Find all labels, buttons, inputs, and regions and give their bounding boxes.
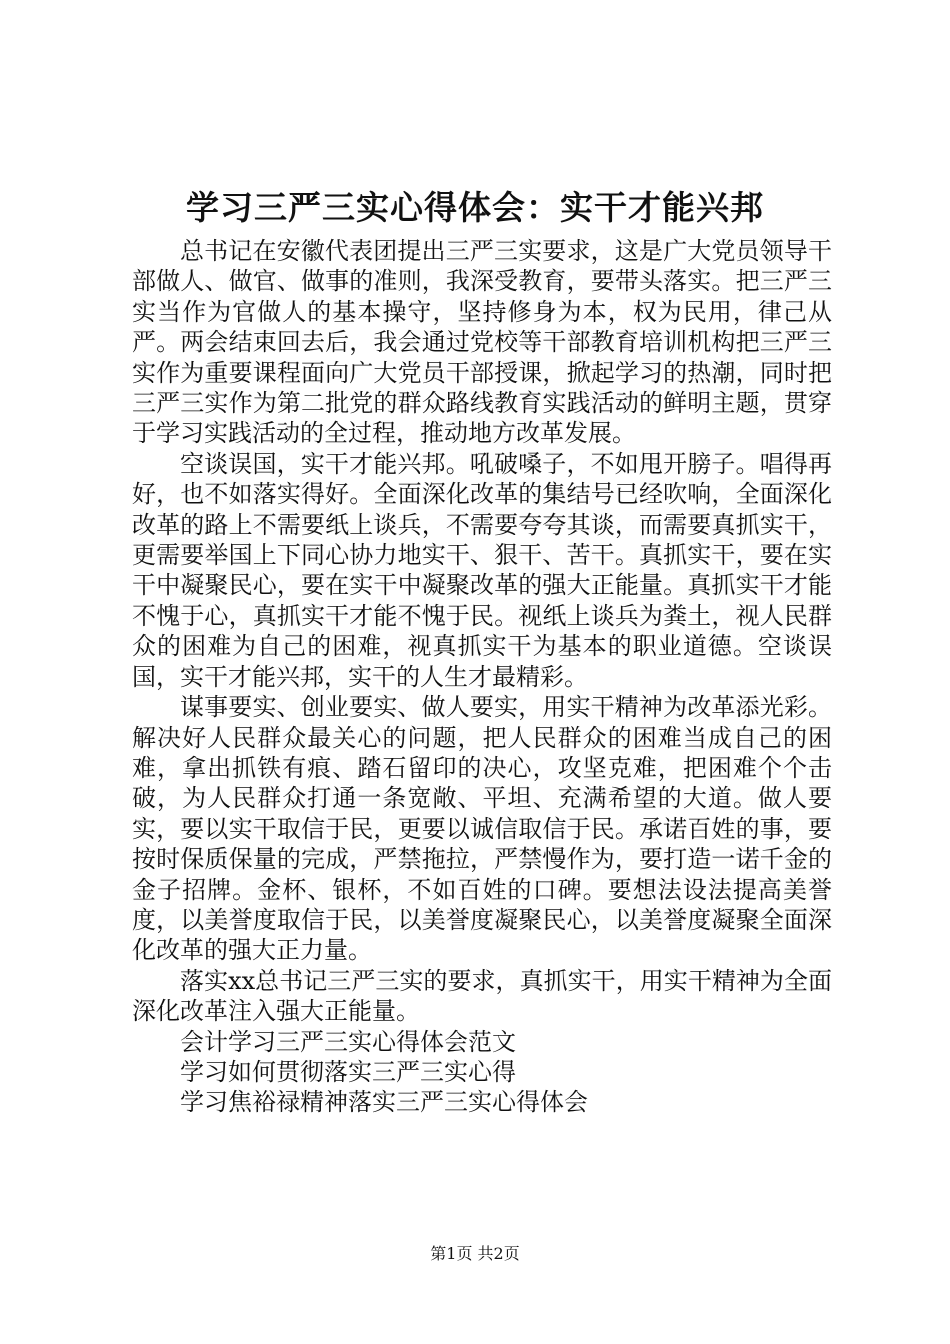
paragraph-1: 总书记在安徽代表团提出三严三实要求，这是广大党员领导干部做人、做官、做事的准则，我深受教育，要带头落实。把三严三实当作为官做人的基本操守，坚持修身为本，权为民用，律己从严。两会结束回去后，我会通过党校等干部教育培训机构把三严三实作为重要课程面向广大党员干部授课，掀起学习的热潮，同时把三严三实作为第二批党的群众路线教育实践活动的鲜明主题，贯穿于学习实践活动的全过程，推动地方改革发展。	[132, 237, 832, 448]
document-body	[132, 236, 832, 1118]
related-title-3: 学习焦裕禄精神落实三严三实心得体会	[180, 1088, 588, 1117]
related-title-2: 学习如何贯彻落实三严三实心得	[180, 1057, 516, 1086]
paragraph-3: 谋事要实、创业要实、做人要实，用实干精神为改革添光彩。解决好人民群众最关心的问题，把人民群众的困难当成自己的困难，拿出抓铁有痕、踏石留印的决心，攻坚克难，把困难个个击破，为人民群众打通一条宽敞、平坦、充满希望的大道。做人要实，要以实干取信于民，更要以诚信取信于民。承诺百姓的事，要按时保质保量的完成，严禁拖拉，严禁慢作为，要打造一诺千金的金子招牌。金杯、银杯，不如百姓的口碑。要想法设法提高美誉度，以美誉度取信于民，以美誉度凝聚民心，以美誉度凝聚全面深化改革的强大正力量。	[132, 693, 832, 965]
paragraph-4: 落实xx总书记三严三实的要求，真抓实干，用实干精神为全面深化改革注入强大正能量。	[132, 966, 832, 1026]
page-footer: 第1页 共2页	[430, 1244, 520, 1263]
document-title: 学习三严三实心得体会：实干才能兴邦	[186, 188, 764, 227]
paragraph-2: 空谈误国，实干才能兴邦。吼破嗓子，不如甩开膀子。唱得再好，也不如落实得好。全面深化改革的集结号已经吹响，全面深化改革的路上不需要纸上谈兵，不需要夸夸其谈，而需要真抓实干，更需要举国上下同心协力地实干、狠干、苦干。真抓实干，要在实干中凝聚民心，要在实干中凝聚改革的强大正能量。真抓实干才能不愧于心，真抓实干才能不愧于民。视纸上谈兵为粪土，视人民群众的困难为自己的困难，视真抓实干为基本的职业道德。空谈误国，实干才能兴邦，实干的人生才最精彩。	[132, 449, 832, 691]
related-title-1: 会计学习三严三实心得体会范文	[180, 1027, 516, 1056]
